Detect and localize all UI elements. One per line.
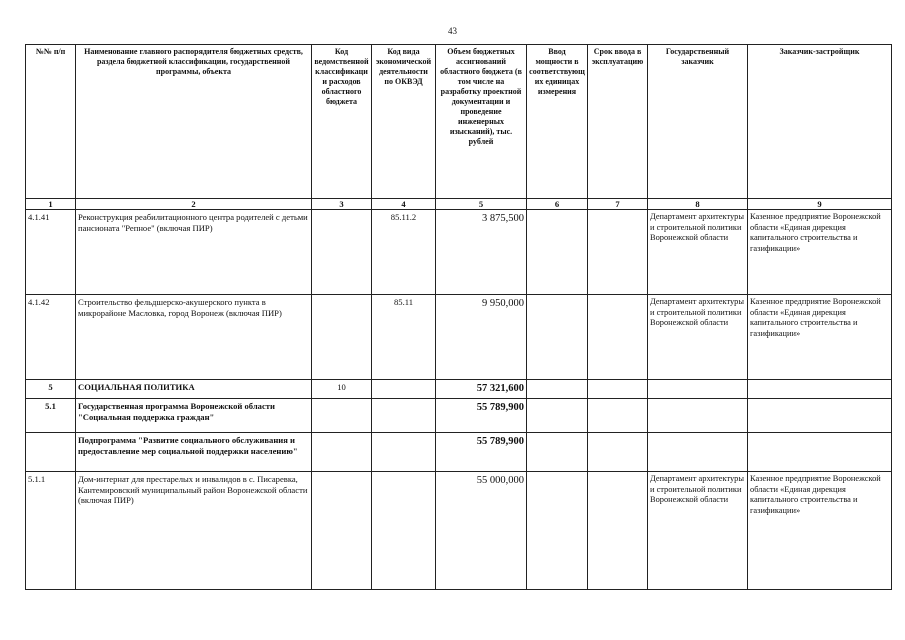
program-name: Государственная программа Воронежской области "Социальная поддержка граждан": [76, 399, 312, 433]
section-name: СОЦИАЛЬНАЯ ПОЛИТИКА: [76, 380, 312, 399]
table-row: [26, 210, 892, 295]
column-number: 8: [648, 199, 748, 210]
dept-code: [312, 472, 372, 590]
capacity: [527, 399, 588, 433]
row-number: 4.1.41: [26, 210, 76, 295]
budget-allocation-table: [25, 44, 892, 590]
column-number: 7: [588, 199, 648, 210]
commission-term: [588, 472, 648, 590]
state-customer: Департамент архитектуры и строительной политики Воронежской области: [648, 295, 748, 380]
dept-code: [312, 210, 372, 295]
state-customer: [648, 433, 748, 472]
program-row: [26, 399, 892, 433]
column-number: 3: [312, 199, 372, 210]
budget-amount: 3 875,500: [436, 210, 527, 295]
dept-code: [312, 399, 372, 433]
okved-code: 85.11.2: [372, 210, 436, 295]
header-okved: Код вида экономической деятельности по ОКВЭД: [372, 45, 436, 199]
subprogram-name: Подпрограмма "Развитие социального обслуживания и предоставление мер социальной поддержки населению": [76, 433, 312, 472]
state-customer: Департамент архитектуры и строительной политики Воронежской области: [648, 472, 748, 590]
commission-term: [588, 399, 648, 433]
row-number: [26, 433, 76, 472]
header-amount: Объем бюджетных ассигнований областного бюджета (в том числе на разработку проектной документации и проведение инженерных изысканий), тыс. рублей: [436, 45, 527, 199]
capacity: [527, 380, 588, 399]
table-row: [26, 472, 892, 590]
dept-code: [312, 433, 372, 472]
section-row: [26, 380, 892, 399]
capacity: [527, 433, 588, 472]
object-name: Дом-интернат для престарелых и инвалидов в с. Писаревка, Кантемировский муниципальный район Воронежской области (включая ПИР): [76, 472, 312, 590]
capacity: [527, 472, 588, 590]
budget-amount: 55 789,900: [436, 399, 527, 433]
column-number-row: [26, 199, 892, 210]
commission-term: [588, 433, 648, 472]
capacity: [527, 295, 588, 380]
column-number: 5: [436, 199, 527, 210]
state-customer: [648, 399, 748, 433]
object-name: Строительство фельдшерско-акушерского пункта в микрорайоне Масловка, город Воронеж (включая ПИР): [76, 295, 312, 380]
okved-code: [372, 399, 436, 433]
row-number: 4.1.42: [26, 295, 76, 380]
commission-term: [588, 380, 648, 399]
customer-developer: [748, 380, 892, 399]
header-term: Срок ввода в эксплуатацию: [588, 45, 648, 199]
header-customer: Государственный заказчик: [648, 45, 748, 199]
object-name: Реконструкция реабилитационного центра родителей с детьми пансионата "Репное" (включая ПИР): [76, 210, 312, 295]
column-number: 9: [748, 199, 892, 210]
okved-code: [372, 433, 436, 472]
column-number: 2: [76, 199, 312, 210]
commission-term: [588, 210, 648, 295]
customer-developer: Казенное предприятие Воронежской области «Единая дирекция капитального строительства и газификации»: [748, 210, 892, 295]
page-number: 43: [448, 26, 457, 36]
column-number: 1: [26, 199, 76, 210]
okved-code: 85.11: [372, 295, 436, 380]
budget-amount: 55 789,900: [436, 433, 527, 472]
table-header-row: [26, 45, 892, 199]
budget-amount: 57 321,600: [436, 380, 527, 399]
state-customer: [648, 380, 748, 399]
row-number: 5: [26, 380, 76, 399]
capacity: [527, 210, 588, 295]
budget-amount: 9 950,000: [436, 295, 527, 380]
column-number: 4: [372, 199, 436, 210]
okved-code: [372, 380, 436, 399]
row-number: 5.1.1: [26, 472, 76, 590]
subprogram-row: [26, 433, 892, 472]
column-number: 6: [527, 199, 588, 210]
header-name: Наименование главного распорядителя бюджетных средств, раздела бюджетной классификации, государственной программы, объекта: [76, 45, 312, 199]
row-number: 5.1: [26, 399, 76, 433]
header-number: №№ п/п: [26, 45, 76, 199]
header-developer: Заказчик-застройщик: [748, 45, 892, 199]
customer-developer: [748, 433, 892, 472]
dept-code: [312, 295, 372, 380]
header-capacity: Ввод мощности в соответствующих единицах измерения: [527, 45, 588, 199]
commission-term: [588, 295, 648, 380]
customer-developer: [748, 399, 892, 433]
dept-code: 10: [312, 380, 372, 399]
customer-developer: Казенное предприятие Воронежской области «Единая дирекция капитального строительства и газификации»: [748, 472, 892, 590]
table-row: [26, 295, 892, 380]
header-dept-code: Код ведомственной классификации расходов областного бюджета: [312, 45, 372, 199]
state-customer: Департамент архитектуры и строительной политики Воронежской области: [648, 210, 748, 295]
customer-developer: Казенное предприятие Воронежской области «Единая дирекция капитального строительства и газификации»: [748, 295, 892, 380]
okved-code: [372, 472, 436, 590]
budget-amount: 55 000,000: [436, 472, 527, 590]
